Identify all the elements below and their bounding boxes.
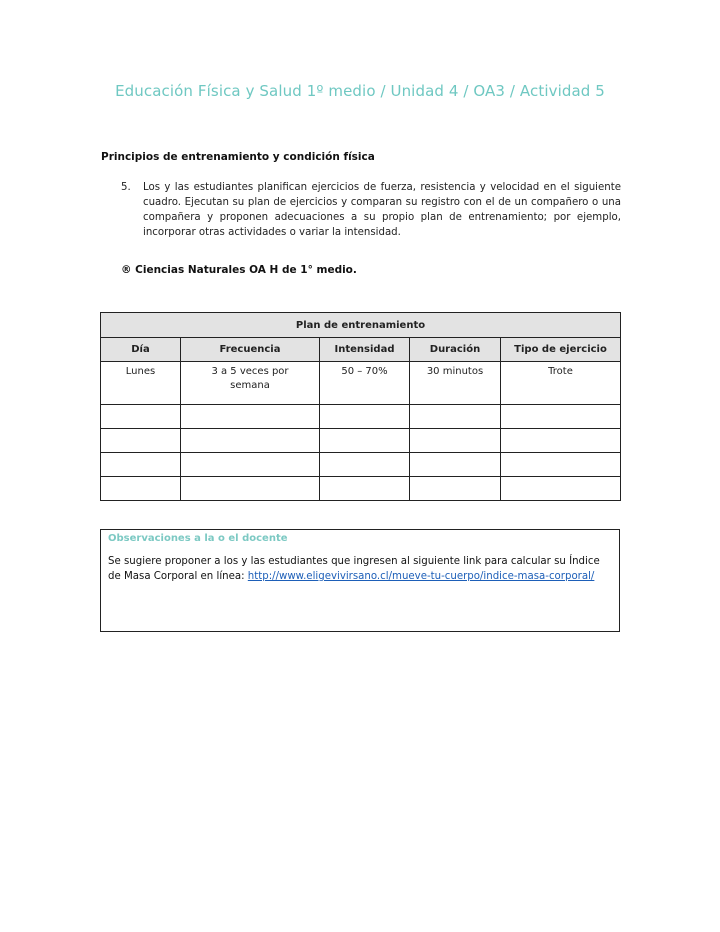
table-cell: Lunes	[101, 362, 181, 405]
column-header-dia: Día	[101, 338, 181, 362]
table-row	[101, 477, 621, 501]
table-cell[interactable]	[320, 405, 410, 429]
table-cell[interactable]	[101, 429, 181, 453]
table-cell[interactable]	[101, 477, 181, 501]
column-header-tipo: Tipo de ejercicio	[501, 338, 621, 362]
teacher-observations-box	[100, 529, 620, 632]
table-cell[interactable]	[410, 429, 501, 453]
table-cell[interactable]	[320, 477, 410, 501]
table-cell[interactable]	[181, 429, 320, 453]
section-heading: Principios de entrenamiento y condición física	[101, 151, 375, 163]
column-header-intensidad: Intensidad	[320, 338, 410, 362]
table-cell[interactable]	[501, 453, 621, 477]
table-cell[interactable]	[181, 405, 320, 429]
activity-item	[121, 180, 621, 240]
table-cell: 50 – 70%	[320, 362, 410, 405]
table-cell[interactable]	[410, 453, 501, 477]
cross-reference: ® Ciencias Naturales OA H de 1° medio.	[121, 264, 357, 276]
table-row	[101, 362, 621, 405]
training-plan-table	[100, 312, 621, 501]
observations-title: Observaciones a la o el docente	[108, 533, 288, 544]
table-cell[interactable]	[501, 405, 621, 429]
table-cell[interactable]	[101, 405, 181, 429]
table-cell	[181, 362, 320, 405]
table-title: Plan de entrenamiento	[101, 313, 621, 338]
table-row	[101, 405, 621, 429]
table-cell[interactable]	[181, 453, 320, 477]
table-header-row	[101, 338, 621, 362]
table-row	[101, 453, 621, 477]
table-cell: 30 minutos	[410, 362, 501, 405]
column-header-duracion: Duración	[410, 338, 501, 362]
column-header-frecuencia: Frecuencia	[181, 338, 320, 362]
table-cell[interactable]	[410, 477, 501, 501]
table-cell[interactable]	[320, 453, 410, 477]
table-cell[interactable]	[181, 477, 320, 501]
page-title: Educación Física y Salud 1º medio / Unidad 4 / OA3 / Actividad 5	[115, 82, 605, 100]
activity-number: 5.	[121, 182, 131, 193]
table-cell[interactable]	[101, 453, 181, 477]
table-cell[interactable]	[320, 429, 410, 453]
table-cell: Trote	[501, 362, 621, 405]
table-row	[101, 429, 621, 453]
imc-calculator-link[interactable]: http://www.eligevivirsano.cl/mueve-tu-cuerpo/indice-masa-corporal/	[247, 571, 595, 582]
activity-text: Los y las estudiantes planifican ejercicios de fuerza, resistencia y velocidad en el siguiente cuadro. Ejecutan su plan de ejercicios y comparan su registro con el de un compañero o una compañera y proponen adecuaciones a su propio plan de entrenamiento; por ejemplo, incorporar otras actividades o variar la intensidad.	[143, 182, 621, 238]
table-cell[interactable]	[501, 477, 621, 501]
table-cell[interactable]	[410, 405, 501, 429]
observations-body: Se sugiere proponer a los y las estudiantes que ingresen al siguiente link para calcular su Índice de Masa Corporal en línea:	[108, 556, 600, 582]
observations-text	[108, 554, 613, 584]
cell-text: 3 a 5 veces por semana	[211, 366, 289, 391]
table-cell[interactable]	[501, 429, 621, 453]
